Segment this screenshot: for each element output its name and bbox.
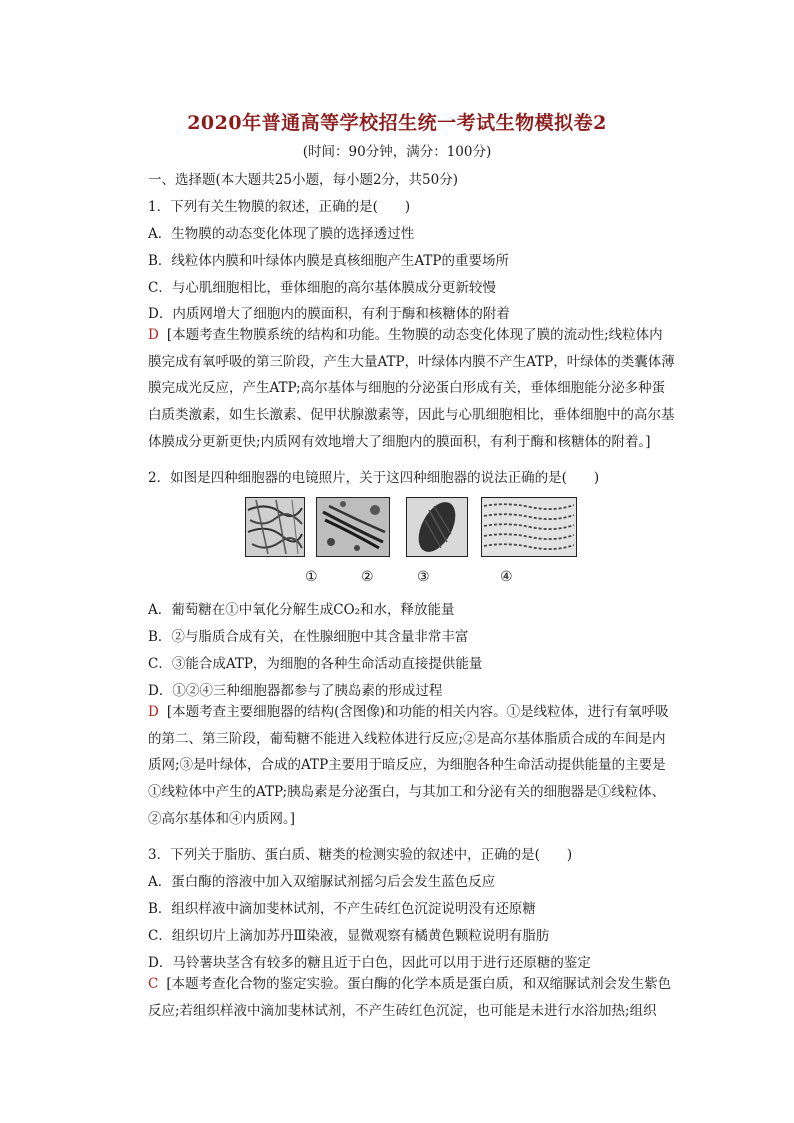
question-3-explanation [148,971,676,1024]
page-title: 2020年普通高等学校招生统一考试生物模拟卷2 [187,112,607,134]
question-3-stem: 3．下列关于脂肪、蛋白质、糖类的检测实验的叙述中，正确的是( ) [148,847,573,863]
question-1-explanation [148,322,676,456]
micrograph-endoplasmic-reticulum [481,497,577,557]
section-heading: 一、选择题(本大题共25小题，每小题2分，共50分) [148,172,458,188]
question-2-option-d: D．①②④三种细胞器都参与了胰岛素的形成过程 [148,683,443,699]
question-1-stem: 1．下列有关生物膜的叙述，正确的是( ) [148,199,411,215]
question-2-explanation-text: [本题考查主要细胞器的结构(含图像)和功能的相关内容。①是线粒体，进行有氧呼吸的第二、第三阶段，葡萄糖不能进入线粒体进行反应;②是高尔基体脂质合成的车间是内质网;③是叶绿体，合成的ATP主要用于暗反应，为细胞各种生命活动提供能量的主要是①线粒体中产生的ATP;胰岛素是分泌蛋白，与其加工和分泌有关的细胞器是①线粒体、②高尔基体和④内质网。] [148,704,669,827]
question-2-option-a: A．葡萄糖在①中氧化分解生成CO₂和水，释放能量 [148,602,455,618]
question-1-answer: D [148,327,159,343]
question-1-option-c: C．与心肌细胞相比，垂体细胞的高尔基体膜成分更新较慢 [148,280,496,296]
question-2-stem: 2．如图是四种细胞器的电镜照片，关于这四种细胞器的说法正确的是( ) [148,470,600,486]
question-3-option-d: D．马铃薯块茎含有较多的糖且近于白色，因此可以用于进行还原糖的鉴定 [148,955,591,971]
question-2-option-c: C．③能合成ATP，为细胞的各种生命活动直接提供能量 [148,656,483,672]
question-3-option-a: A．蛋白酶的溶液中加入双缩脲试剂摇匀后会发生蓝色反应 [148,874,496,890]
exam-time-score: (时间：90分钟，满分：100分) [302,144,492,160]
question-1-option-b: B．线粒体内膜和叶绿体内膜是真核细胞产生ATP的重要场所 [148,253,510,269]
micrograph-golgi [316,497,390,557]
question-3-explanation-text: [本题考查化合物的鉴定实验。蛋白酶的化学本质是蛋白质，和双缩脲试剂会发生紫色反应;若组织样液中滴加斐林试剂，不产生砖红色沉淀，也可能是未进行水浴加热;组织 [148,976,672,1019]
question-1-explanation-text: [本题考查生物膜系统的结构和功能。生物膜的动态变化体现了膜的流动性;线粒体内膜完成有氧呼吸的第三阶段，产生大量ATP，叶绿体内膜不产生ATP，叶绿体的类囊体薄膜完成光反应，产生ATP;高尔基体与细胞的分泌蛋白形成有关，垂体细胞能分泌多种蛋白质类激素，如生长激素、促甲状腺激素等，因此与心肌细胞相比，垂体细胞中的高尔基体膜成分更新更快;内质网有效地增大了细胞内的膜面积，有利于酶和核糖体的附着。] [148,327,675,450]
figure-label-1: ① [305,569,318,585]
figure-label-2: ② [361,569,374,585]
question-3-answer: C [148,976,159,992]
question-2-answer: D [148,704,159,720]
micrograph-chloroplast [406,497,468,557]
micrograph-labels [0,569,794,589]
micrograph-mitochondrion [245,497,305,557]
question-1-option-a: A．生物膜的动态变化体现了膜的选择透过性 [148,226,415,242]
question-3-option-b: B．组织样液中滴加斐林试剂，不产生砖红色沉淀说明没有还原糖 [148,901,536,917]
organelle-micrographs [245,497,580,557]
question-1-option-d: D．内质网增大了细胞内的膜面积，有利于酶和核糖体的附着 [148,306,510,322]
question-2-option-b: B．②与脂质合成有关，在性腺细胞中其含量非常丰富 [148,629,469,645]
question-3-option-c: C．组织切片上滴加苏丹Ⅲ染液，显微观察有橘黄色颗粒说明有脂肪 [148,928,550,944]
question-2-explanation [148,699,676,833]
figure-label-4: ④ [500,569,513,585]
figure-label-3: ③ [417,569,430,585]
